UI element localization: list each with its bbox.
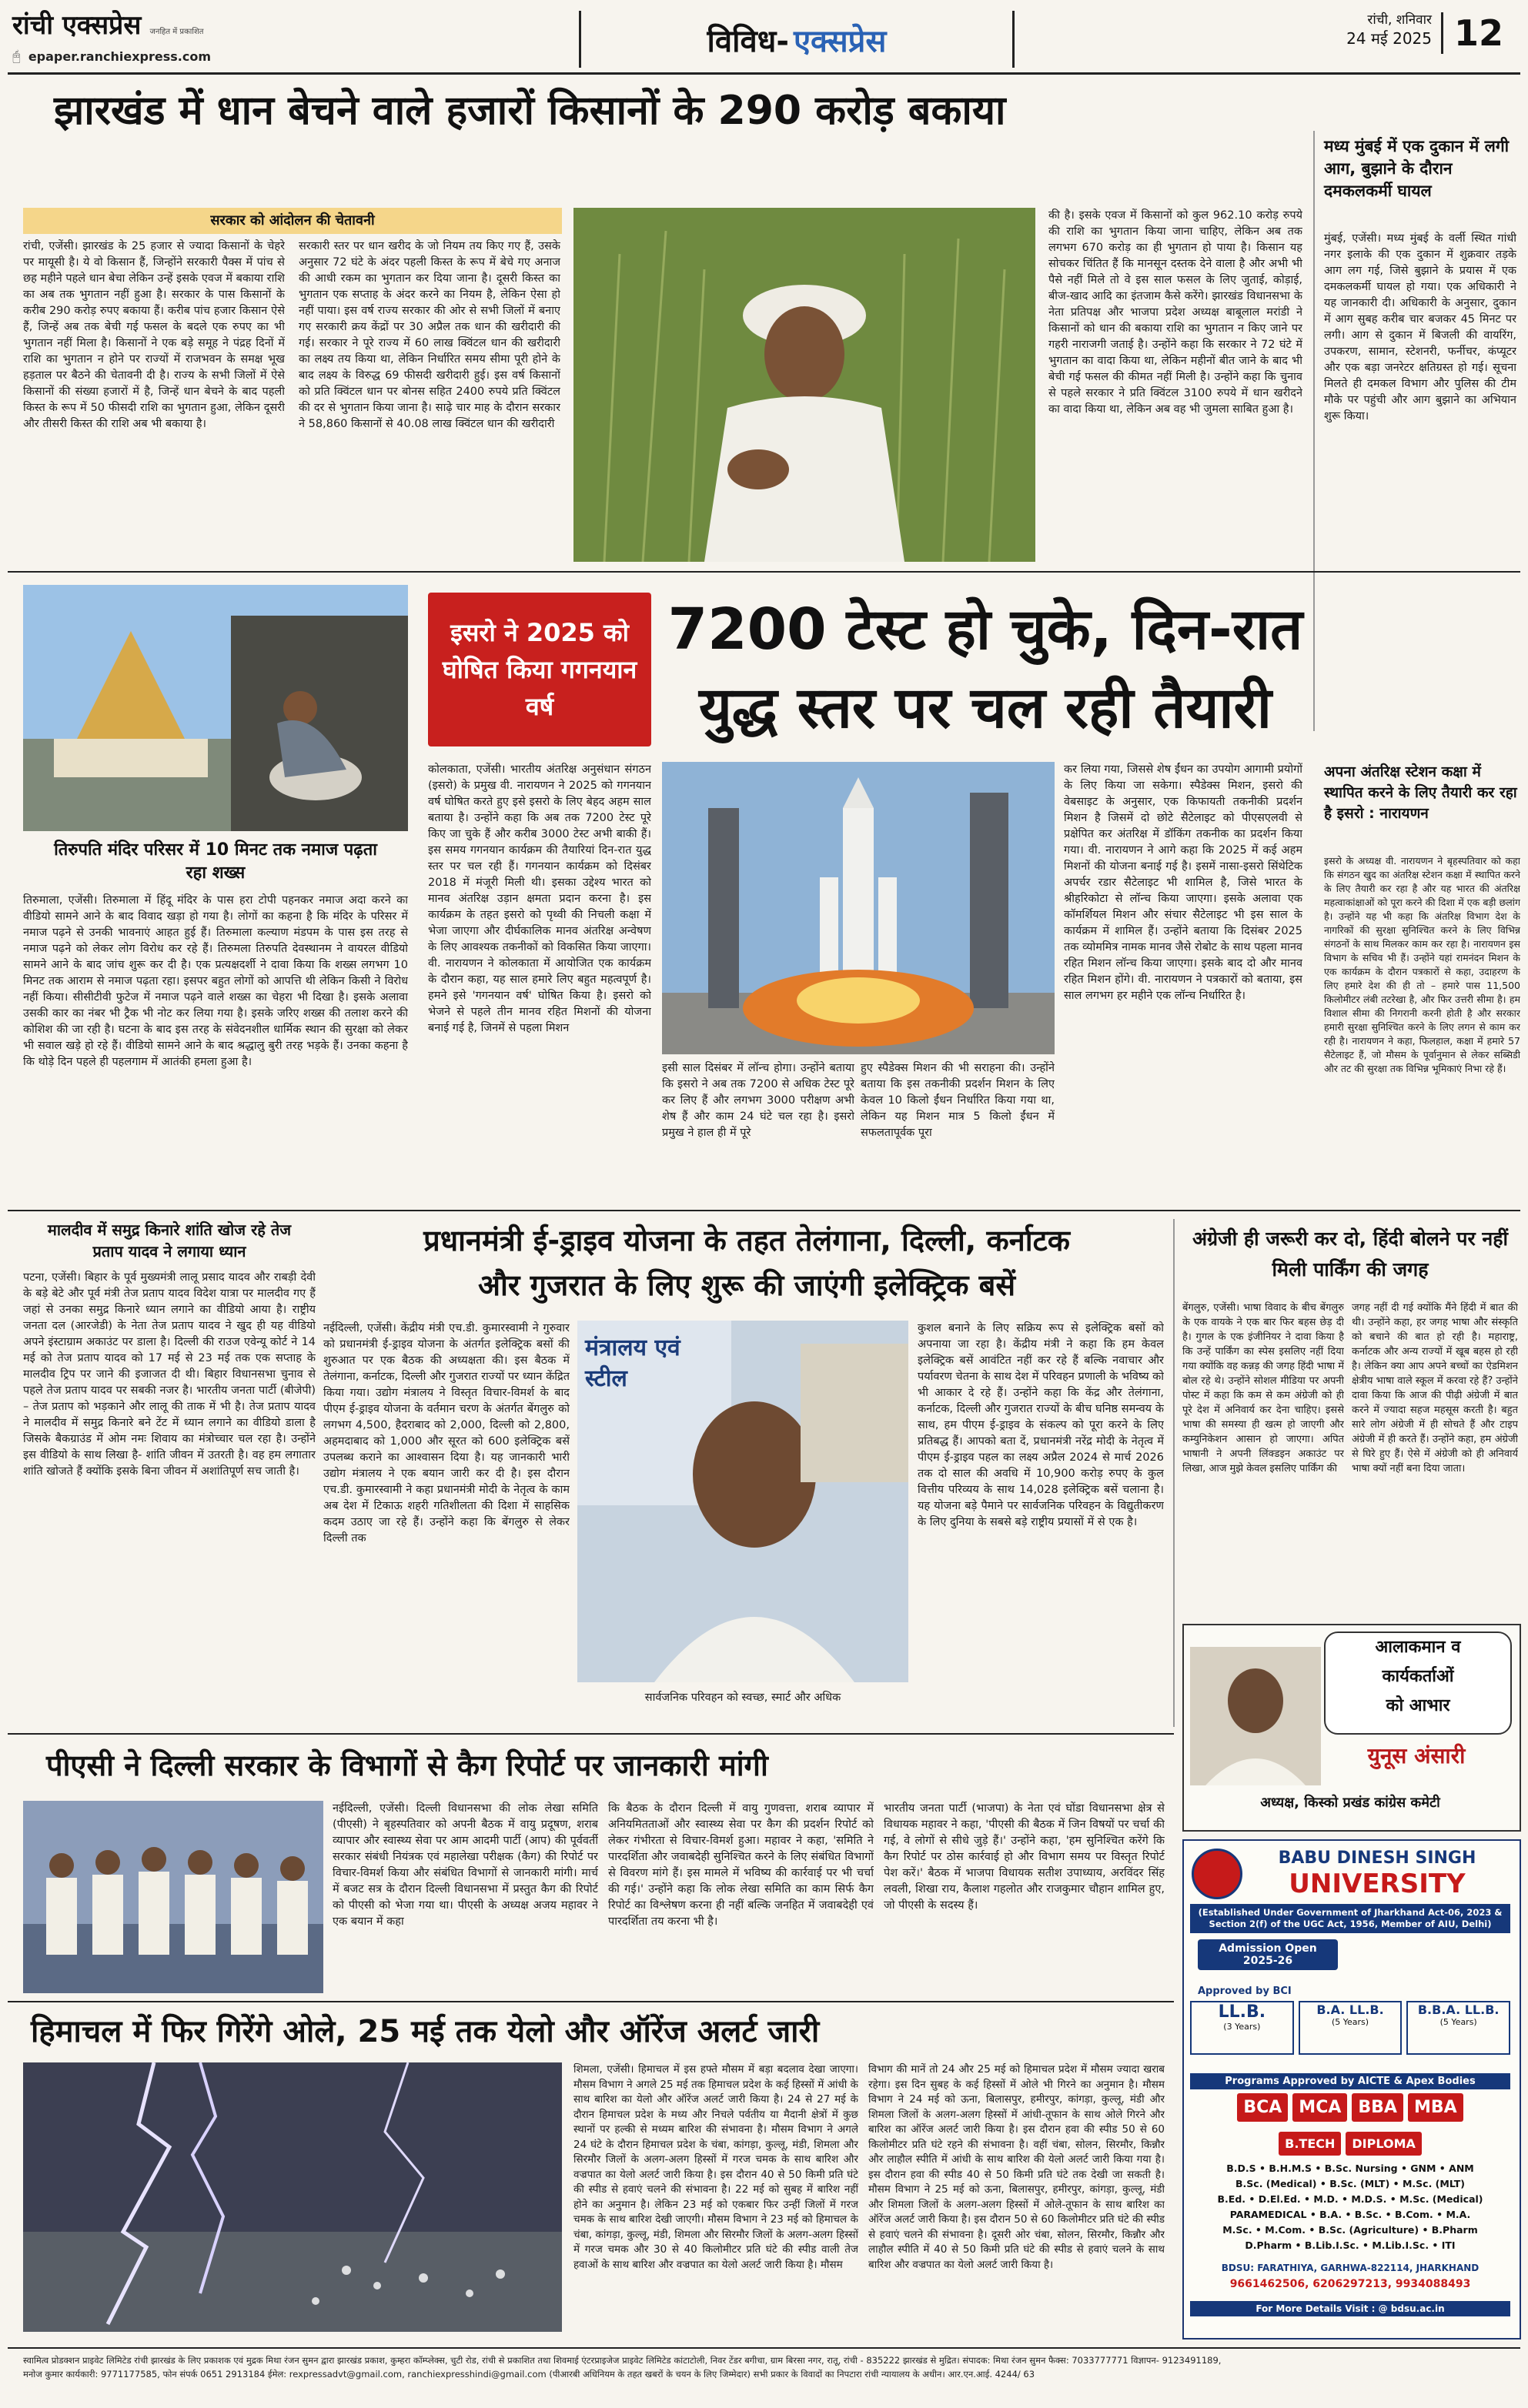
hindi-col-1: बेंगलुरु, एजेंसी। भाषा विवाद के बीच बेंगलुरु के एक वायके ने एक बार फिर बहस छेड़ दी है। गुगल के एक इंजीनियर ने दावा किया है कि उन्हें पार्किंग का स्पेस इसलिए नहीं दिया गया क्योंकि वह कन्नड़ की जगह हिंदी भाषा में बोल रहे थे। उन्होंने सोशल मीडिया पर अपनी पोस्ट में कहा कि कम से कम अंग्रेजी को ही पूरे देश में अनिवार्य कर देना चाहिए। इससे भाषा की समस्या ही खत्म हो जाएगी और कम्युनिकेशन आसान हो जाएगा। अपित भाषानी ने अपनी लिंक्डइन अकाउंट पर लिखा, आज मुझे केवल इसलिए पार्किंग की xyxy=(1182,1302,1344,1475)
tagline: जनहित में प्रकाशित xyxy=(149,28,204,36)
course-bballb-years: (5 Years) xyxy=(1439,2017,1477,2027)
university-address: BDSU: FARATHIYA, GARHWA-822114, JHARKHAND xyxy=(1221,2263,1480,2273)
rocket-photo xyxy=(662,762,1055,1054)
rocket-illustration xyxy=(662,762,1055,1054)
paddy-col-2: सरकारी स्तर पर धान खरीद के जो नियम तय किए गए हैं, उसके अनुसार 72 घंटे के अंदर पहली किस्त के रूप में बेचे गए अनाज की आधी रकम का भुगतान कर दिया जाना है। दूसरी किस्त का भुगतान एक सप्ताह के अंदर करने का नियम है, लेकिन ऐसा हो नहीं पाया। इस वर्ष राज्य सरकार की ओर से सभी जिलों में बनाए गए सरकारी क्रय केंद्रों पर 30 अप्रैल तक धान की खरीदारी की गई। सरकार ने पूरे राज्य में 60 लाख क्विंटल धान की खरीदारी का लक्ष्य तय किया था, लेकिन निर्धारित समय सीमा पूरी होने के बाद लक्ष्य के विरुद्ध 69 फीसदी खरीदारी हुई। इस वर्ष किसानों को प्रति क्विंटल धान पर बोनस सहित 2400 रुपये प्रति क्विंटल की दर से भुगतान किया जाना है। साढ़े चार माह के दौरान सरकार ने 58,860 किसानों से 40.08 लाख क्विंटल धान की खरीदारी xyxy=(299,240,560,430)
course-ballb-name: B.A. LL.B. xyxy=(1316,2002,1384,2017)
section-rule-4 xyxy=(8,2001,1174,2002)
paper-logo xyxy=(12,6,274,42)
leader-portrait xyxy=(1190,1647,1321,1785)
maldives-headline: मालदीव में समुद्र किनारे शांति खोज रहे तेज प्रताप यादव ने लगाया ध्यान xyxy=(47,1221,292,1261)
cag-headline: पीएसी ने दिल्ली सरकार के विभागों से कैग रिपोर्ट पर जानकारी मांगी xyxy=(46,1748,768,1782)
program-bba: BBA xyxy=(1352,2093,1403,2122)
city-day: रांची, शनिवार xyxy=(1367,12,1432,28)
tirupati-headline: तिरुपति मंदिर परिसर में 10 मिनट तक नमाज पढ़ता रहा शख्स xyxy=(54,840,377,883)
other-courses-1: B.D.S • B.H.M.S • B.Sc. Nursing • GNM • ANM xyxy=(1226,2163,1474,2174)
ebus-col-1: नईदिल्ली, एजेंसी। केंद्रीय मंत्री एच.डी. कुमारस्वामी ने गुरुवार को प्रधानमंत्री ई-ड्राइव योजना के अंतर्गत इलेक्ट्रिक बसों की शुरुआत पर एक बैठक की अध्यक्षता की। इस बैठक में तेलंगाना, कर्नाटक, दिल्ली और गुजरात राज्यों पर ध्यान केंद्रित किया गया। उद्योग मंत्रालय ने विस्तृत विचार-विमर्श के बाद पीएम ई-ड्राइव योजना के वर्तमान चरण के अंतर्गत बेंगलुरु को लगभग 4,500, हैदराबाद को 2,000, दिल्ली को 2,800, अहमदाबाद को 1,000 और सूरत को 600 इलेक्ट्रिक बसें उपलब्ध कराने का आश्वासन दिया है। यह जानकारी भारी उद्योग मंत्रालय ने एक बयान जारी कर दी है। इस दौरान एच.डी. कुमारस्वामी ने कहा प्रधानमंत्री मोदी के नेतृत्व के काम अब देश में टिकाऊ शहरी गतिशीलता की दिशा में साहसिक कदम उठाए जा रहे हैं। उन्होंने कहा कि बेंगलुरु से लेकर दिल्ली तक xyxy=(323,1322,570,1545)
other-courses-4: PARAMEDICAL • B.A. • B.Sc. • B.Com. • M.A. xyxy=(1229,2209,1471,2220)
university-phones: 9661462506, 6206297213, 9934088493 xyxy=(1229,2278,1471,2290)
weather-headline: हिमाचल में फिर गिरेंगे ओले, 25 मई तक येलो और ऑरेंज अलर्ट जारी xyxy=(31,2014,820,2049)
thanks-designation: अध्यक्ष, किस्को प्रखंड कांग्रेस कमेटी xyxy=(1260,1795,1440,1811)
paddy-col-1: रांची, एजेंसी। झारखंड के 25 हजार से ज्यादा किसानों के चेहरे पर मायूसी है। ये वो किसान हैं, जिन्होंने सरकारी पैक्स में पांच से छह महीने पहले धान बेचा लेकिन उन्हें इसके एवज में बकाया राशि का अब तक भुगतान नहीं हुआ है। सरकार के पास किसानों के करीब 290 करोड़ रुपए बकाया हैं। करीब पांच हजार किसान ऐसे हैं, जिन्हें अब तक बेची गई फसल के बदले एक रुपए का भी भुगतान नहीं मिला है। किसानों ने एक बड़े समूह ने पंद्रह दिनों में राशि का भुगतान न होने पर राज्यों में राजभवन के समक्ष भूख हड़ताल पर बैठने की चेतावनी दी है। राज्य के सभी जिलों में ऐसे किसानों की संख्या हजारों में है, जिन्हें धान बेचने के बाद पहली किस्त के रूप में 50 फीसदी राशि का भुगतान हुआ, लेकिन दूसरी और तीसरी किस्त की राशि अब भी बकाया है। xyxy=(23,240,285,430)
thanks-line-2: कार्यकर्ताओं xyxy=(1382,1667,1454,1686)
program-btech: B.TECH xyxy=(1279,2132,1341,2156)
photo-sign-text: मंत्रालय एवं स्टील xyxy=(585,1334,680,1392)
farmer-photo xyxy=(573,208,1035,562)
masthead-rule xyxy=(8,72,1520,75)
issue-date: 24 मई 2025 xyxy=(1346,29,1432,48)
ebus-caption: सार्वजनिक परिवहन को स्वच्छ, स्मार्ट और अधिक xyxy=(644,1692,841,1704)
epaper-url-row xyxy=(12,46,211,66)
right-col-divider xyxy=(1313,131,1315,731)
paddy-headline: झारखंड में धान बेचने वाले हजारों किसानों के 290 करोड़ बकाया xyxy=(54,88,1006,134)
isro-badge: इसरो ने 2025 को घोषित किया गगनयान वर्ष xyxy=(428,593,651,746)
isro-col-3: कर लिया गया, जिससे शेष ईंधन का उपयोग आगामी प्रयोगों के लिए किया जा सकेगा। स्पैडेक्स मिशन, इसरो की वेबसाइट के अनुसार, एक किफायती तकनीकी प्रदर्शन मिशन है जिसमें दो छोटे सैटेलाइट को पीएसएलवी से प्रक्षेपित कर अंतरिक्ष में डॉकिंग तकनीक का प्रदर्शन किया गया। वी. नारायणन ने आगे कहा कि 2025 में कई अहम मिशनों की योजना बनाई गई है। इसमें नासा-इसरो सिंथेटिक अपर्चर रडार सैटेलाइट भी शामिल है, जिसे भारत के श्रीहरिकोटा से लॉन्च किया जाएगा। इसके अलावा एक कॉमर्शियल मिशन और संचार सैटेलाइट भी इस साल के कार्यक्रम में शामिल हैं। उन्होंने बताया कि दिसंबर 2025 तक व्योममित्र नामक मानव जैसे रोबोट के साथ पहला मानव रहित मिशन लॉन्च किया जाएगा। इसके बाद दो और मानव रहित मिशन होंगे। वी. नारायणन ने पत्रकारों को बताया, इस साल लगभग हर महीने एक लॉन्च निर्धारित है। xyxy=(1064,763,1302,1002)
isro-headline-2: युद्ध स्तर पर चल रही तैयारी xyxy=(699,675,1272,741)
tech-row xyxy=(1190,2132,1510,2156)
ebus-headline-1: प्रधानमंत्री ई-ड्राइव योजना के तहत तेलंगाना, दिल्ली, कर्नाटक xyxy=(423,1224,1070,1257)
ebus-col-2: कुशल बनाने के लिए सक्रिय रूप से इलेक्ट्रिक बसों को अपनाया जा रहा है। केंद्रीय मंत्री ने कहा कि हम केवल इलेक्ट्रिक बसें आवंटित नहीं कर रहे हैं बल्कि नवाचार और पर्यावरण चेतना के साथ देश में परिवहन प्रणाली के भविष्य को भी आकार दे रहे हैं। उन्होंने कहा कि केंद्र और तेलंगाना, कर्नाटक, दिल्ली और गुजरात राज्यों के बीच घनिष्ठ समन्वय के साथ, हम पीएम ई-ड्राइव के संकल्प को पूरा करने के लिए प्रतिबद्ध हैं। आपको बता दें, प्रधानमंत्री नरेंद्र मोदी के नेतृत्व में पीएम ई-ड्राइव पहल का लक्ष्य अप्रैल 2024 से मार्च 2026 तक दो साल की अवधि में 10,900 करोड़ रुपए के कुल वित्तीय परिव्यय के साथ 14,028 इलेक्ट्रिक बसें चलाना है। यह योजना बड़े पैमाने पर सार्वजनिक परिवहन के विद्युतीकरण के लिए दुनिया के सबसे बड़े राष्ट्रीय प्रयासों में से एक है। xyxy=(918,1322,1164,1528)
dateline xyxy=(1301,11,1432,48)
thanks-ad-photo xyxy=(1190,1647,1321,1785)
footer-line-2: मनोज कुमार कार्यकारी: 9771177585, फोन संपर्क 0651 2913184 ईमेल: rexpressadvt@gmail.com, ranchiexpresshindi@gmail.com (पीआरबी अधिनियम के तहत खबरों के चयन के लिए जिम्मेदार) सभी प्रकार के विवादों का निपटारा रांची न्यायालय के अधीन। आर.एन.आई. 4244/ 63 xyxy=(23,2369,1035,2380)
course-ballb-years: (5 Years) xyxy=(1331,2017,1369,2027)
section-rule-1 xyxy=(8,571,1520,573)
other-courses-3: B.Ed. • D.El.Ed. • M.D. • M.D.S. • M.Sc. (Medical) xyxy=(1217,2193,1483,2205)
thanks-name: युनूस अंसारी xyxy=(1367,1743,1466,1768)
cag-col-2: कि बैठक के दौरान दिल्ली में वायु गुणवत्ता, शराब व्यापार में अनियमितताओं और स्वास्थ्य सेवा पर कैग की प्रदर्शन रिपोर्ट को लेकर गंभीरता से विचार-विमर्श हुआ। महावर ने कहा, 'समिति ने पारदर्शिता और जवाबदेही सुनिश्चित करने के लिए संबंधित विभागों से विवरण मांगे हैं। इस मामले में भविष्य की कार्रवाई पर भी चर्चा की गई।' उन्होंने कहा कि लोक लेखा समिति का काम सिर्फ कैग रिपोर्ट का विश्लेषण करना ही नहीं बल्कि जनहित में जवाबदेही एवं पारदर्शिता तय करना भी है। xyxy=(608,1802,874,1928)
ebus-headline-2: और गुजरात के लिए शुरू की जाएंगी इलेक्ट्रिक बसें xyxy=(477,1268,1016,1302)
temple-illustration xyxy=(23,585,408,831)
mumbai-fire-body: मुंबई, एजेंसी। मध्य मुंबई के वर्ली स्थित गांधी नगर इलाके की एक दुकान में शुक्रवार तड़के आग लग गई, जिसे बुझाने के प्रयास में एक दमकलकर्मी घायल हो गया। एक अधिकारी ने यह जानकारी दी। अधिकारी के अनुसार, दुकान में आग सुबह करीब चार बजकर 45 मिनट पर लगी। आग से दुकान में बिजली की वायरिंग, उपकरण, सामान, स्टेशनरी, फर्नीचर, कंप्यूटर और एक बड़ा जनरेटर क्षतिग्रस्त हो गई। सूचना मिलते ही दमकल विभाग और पुलिस की टीम मौके पर पहुंची और आग बुझाने का अभियान शुरू किया। xyxy=(1324,232,1516,422)
lightning-photo xyxy=(23,2062,562,2332)
pac-photo xyxy=(23,1801,323,1993)
mouse-icon: 🖰 xyxy=(12,48,21,65)
footer-imprint xyxy=(23,2353,1509,2381)
university-name-2: UNIVERSITY xyxy=(1289,1869,1466,1899)
program-diploma: DIPLOMA xyxy=(1346,2132,1422,2156)
other-courses-6: D.Pharm • B.Lib.I.Sc. • M.Lib.I.Sc. • ITI xyxy=(1245,2239,1456,2251)
other-courses-5: M.Sc. • M.Com. • B.Sc. (Agriculture) • B.Pharm xyxy=(1222,2224,1478,2236)
course-ballb xyxy=(1299,2001,1403,2055)
page-number: 12 xyxy=(1441,12,1528,54)
course-llb-years: (3 Years) xyxy=(1223,2022,1261,2032)
program-mba: MBA xyxy=(1408,2093,1463,2122)
other-courses-2: B.Sc. (Medical) • B.Sc. (MLT) • M.Sc. (MLT) xyxy=(1235,2178,1465,2189)
admission-open: Admission Open 2025-26 xyxy=(1198,1939,1338,1970)
university-more[interactable]: For More Details Visit : @ bdsu.ac.in xyxy=(1190,2301,1510,2316)
program-bca: BCA xyxy=(1237,2093,1288,2122)
weather-col-2: विभाग की मानें तो 24 और 25 मई को हिमाचल प्रदेश में मौसम ज्यादा खराब रहेगा। इस दिन सुबह के कई हिस्सों में ओले भी गिरने का अनुमान है। मौसम विभाग ने 24 मई को ऊना, बिलासपुर, हमीरपुर, कांगड़ा, कुल्लू, मंडी और शिमला जिलों के अलग-अलग हिस्सों में आंधी-तूफान के साथ ओले गिरने और बारिश का ऑरेंज अलर्ट जारी किया है। इस दौरान हवा की स्पीड 50 से 60 किलोमीटर प्रति घंटे रहने की संभावना है। वहीं चंबा, सोलन, सिरमौर, किन्नौर और लाहौल स्पीति में आंधी के साथ बारिश की येलो अलर्ट जारी किया गया है। इस दौरान हवा की स्पीड 40 से 50 किमी प्रति घंटे तक देखी जा सकती है। मौसम विभाग ने 25 मई को ऊना, बिलासपुर, हमीरपुर, कांगड़ा, कुल्लू, मंडी और शिमला जिलों के अलग-अलग हिस्सों में ओले-तूफान के साथ बारिश का ऑरेंज अलर्ट जारी किया है। इस दौरान 50 से 60 किलोमीटर प्रति घंटे की स्पीड से हवाएं चलने की संभावना है। दूसरी ओर चंबा, सोलन, सिरमौर, किन्नौर और लाहौल स्पीति में 40 से 50 किमी प्रति घंटे की स्पीड से हवाएं चलने के साथ बारिश और वज्रपात का येलो अलर्ट जारी किया है। xyxy=(868,2063,1165,2271)
bci-approved: Approved by BCI xyxy=(1198,1986,1292,1997)
section-title-2: एक्सप्रेस xyxy=(793,23,887,59)
farmer-illustration xyxy=(573,208,1035,562)
cag-col-1: नईदिल्ली, एजेंसी। दिल्ली विधानसभा की लोक लेखा समिति (पीएसी) ने बृहस्पतिवार को अपनी बैठक में वायु प्रदूषण, शराब व्यापार और स्वास्थ्य सेवा पर आम आदमी पार्टी (आप) की पूर्ववर्ती सरकार संबंधी नियंत्रक एवं महालेखा परीक्षक (कैग) की रिपोर्ट पर विचार-विमर्श किया और संबंधित विभागों से जानकारी मांगी। मार्च में बजट सत्र के दौरान दिल्ली विधानसभा में प्रस्तुत कैग की रिपोर्ट को पीएसी को भेजा गया था। पीएसी के अध्यक्ष अजय महावर ने एक बयान में कहा xyxy=(333,1802,598,1928)
program-mca: MCA xyxy=(1292,2093,1347,2122)
course-llb-name: LL.B. xyxy=(1218,2002,1266,2022)
maldives-body: पटना, एजेंसी। बिहार के पूर्व मुख्यमंत्री लालू प्रसाद यादव और राबड़ी देवी के बड़े बेटे और पूर्व मंत्री तेज प्रताप यादव विदेश यात्रा पर मालदीव गए हैं जहां से उनका समुद्र किनारे ध्यान लगाने का वीडियो आया है। राष्ट्रीय जनता दल (आरजेडी) के नेता तेज प्रताप यादव ने खुद ही यह वीडियो अपने इंस्टाग्राम अकाउंट पर डाला है। दिल्ली की राउज एवेन्यू कोर्ट ने 14 मई को तेज प्रताप यादव को 17 मई से 23 मई तक एक सप्ताह के मालदीव ट्रिप पर जाने की इजाजत दी थी। बिहार विधानसभा चुनाव से पहले तेज प्रताप यादव पर सबकी नजर है। भारतीय जनता पार्टी (बीजेपी) – तेज प्रताप को भड़काने और लालू की ताक में भी है। तेज प्रताप यादव ने मालदीव में समुद्र किनारे बने टेंट में ध्यान लगाने का वीडियो डाला है जिसके बैकग्राउंड में ओम नमः शिवाय का मंत्रोच्चार चल रहा है। उन्होंने इस वीडियो के साथ लिखा है- शांति जीवन में उतरती है। वह हम लगातार शांति खोजते हैं क्योंकि इसके बिना जीवन में अशांतिपूर्ण सच जाती है। xyxy=(23,1271,316,1478)
isro-col-1: कोलकाता, एजेंसी। भारतीय अंतरिक्ष अनुसंधान संगठन (इसरो) के प्रमुख वी. नारायणन ने 2025 को गगनयान वर्ष घोषित करते हुए इसे इसरो के लिए बेहद अहम साल बताया है। उन्होंने कहा कि अब तक 7200 टेस्ट पूरे किए जा चुके हैं और करीब 3000 टेस्ट अभी बाकी हैं। इस समय गगनयान कार्यक्रम की तैयारियां दिन-रात युद्ध स्तर पर चल रही हैं। गगनयान कार्यक्रम को दिसंबर 2018 में मंजूरी मिली थी। इसका उद्देश्य भारत को मानव अंतरिक्ष उड़ान क्षमता प्रदान करना है। इस कार्यक्रम के तहत इसरो को पृथ्वी की निचली कक्षा में भेजा जाएगा और दीर्घकालिक मानव अंतरिक्ष अन्वेषण के लिए आवश्यक तकनीकों को विकसित किया जाएगा। वी. नारायणन ने कोलकाता में आयोजित एक कार्यक्रम के दौरान कहा, यह साल हमारे लिए बहुत महत्वपूर्ण है। हमने इसे 'गगनयान वर्ष' घोषित किया है। इसरो को भेजने से पहले तीन मानव रहित मिशनों की योजना बनाई गई है, जिनमें से पहला मिशन xyxy=(428,763,651,1034)
hindi-col-2: जगह नहीं दी गई क्योंकि मैंने हिंदी में बात की थी। उन्होंने कहा, हर जगह भाषा और संस्कृति को बचाने की बात हो रही है। महाराष्ट्र, कर्नाटक और अन्य राज्यों में खूब बहस हो रही है। लेकिन क्या आप अपने बच्चों का ऐडमिशन क्षेत्रीय भाषा वाले स्कूल में करवा रहे हैं? उन्होंने दावा किया कि आज की पीढ़ी अंग्रेजी में बात करने में ज्यादा सहज महसूस करती है। बहुत सारे लोग अंग्रेजी में ही सोचते हैं और टाइप अंग्रेजी में ही करते हैं। उन्होंने कहा, हम अंग्रेजी से घिरे हुए हैं। ऐसे में अंग्रेजी को ही अनिवार्य भाषा क्यों नहीं बना दिया जाता। xyxy=(1352,1302,1518,1475)
mumbai-fire-headline: मध्य मुंबई में एक दुकान में लगी आग, बुझाने के दौरान दमकलकर्मी घायल xyxy=(1324,137,1510,200)
thanks-line-1: आलाकमान व xyxy=(1375,1638,1461,1657)
university-name-1: BABU DINESH SINGH xyxy=(1278,1849,1476,1868)
paddy-kicker: सरकार को आंदोलन की चेतावनी xyxy=(23,208,562,234)
space-station-body: इसरो के अध्यक्ष वी. नारायणन ने बृहस्पतिवार को कहा कि संगठन खुद का अंतरिक्ष स्टेशन कक्षा में स्थापित करने के लिए तैयारी कर रहा है और यह भारत की अंतरिक्ष महत्वाकांक्षाओं को पूरा करने की दिशा में एक बड़ी छलांग है। उन्होंने यह भी कहा कि अंतरिक्ष विभाग देश के नागरिकों की सुरक्षा सुनिश्चित करने के लिए विभिन्न संगठनों के साथ मिलकर काम कर रहा है। नारायणन इस विभाग के सचिव भी हैं। उन्होंने यहां रामनंदन मिशन के एक कार्यक्रम के दौरान पत्रकारों से कहा, उदाहरण के लिए हमारे देश की ही तो – हमारे पास 11,500 किलोमीटर लंबी तटरेखा है, और फिर उत्तरी सीमा है। हम विशाल सीमा की निगरानी करनी होती है और सरकार हमारी सुरक्षा सुनिश्चित करने के लिए लगन से काम कर रही है। नारायणन ने कहा, फिलहाल, कक्षा में हमारे 57 सैटेलाइट हैं, जो मौसम के पूर्वानुमान से लेकर सब्सिडी और तट की सुरक्षा तक विभिन्न भूमिकाएं निभा रहे हैं। xyxy=(1324,855,1520,1074)
cag-col-3: भारतीय जनता पार्टी (भाजपा) के नेता एवं घोंडा विधानसभा क्षेत्र से विधायक महावर ने कहा, 'पीएसी की बैठक में जिन विषयों पर चर्चा की गई, वे लोगों से सीधे जुड़े हैं।' उन्होंने कहा, 'हम सुनिश्चित करेंगे कि कैग रिपोर्ट पर ठोस कार्रवाई हो और विभाग समय पर विस्तृत रिपोर्ट पेश करें।' बैठक में भाजपा विधायक सतीश उपाध्याय, अरविंदर सिंह लवली, शिखा राय, कैलाश गहलोत और राजकुमार चौहान शामिल हुए, जो पीएसी के सदस्य हैं। xyxy=(884,1802,1165,1912)
hindi-headline: अंग्रेजी ही जरूरी कर दो, हिंदी बोलने पर नहीं मिली पार्किंग की जगह xyxy=(1192,1227,1509,1281)
paddy-col-3: की है। इसके एवज में किसानों को कुल 962.10 करोड़ रुपये की राशि का भुगतान किया जाना चाहिए, लेकिन अब तक लगभग 670 करोड़ का ही भुगतान हो पाया है। किसान यह सोचकर चिंतित हैं कि मानसून दस्तक देने वाला है और अभी भी पैसे नहीं मिले तो वे इस साल फसल के लिए जुताई, कोड़ाई, बीज-खाद आदि का इंतजाम कैसे करेंगे। झारखंड विधानसभा के नेता प्रतिपक्ष और भाजपा प्रदेश अध्यक्ष बाबूलाल मरांडी ने किसानों को धान की बकाया राशि का भुगतान न किए जाने पर गहरी नाराजगी जताई है। उन्होंने कहा कि सरकार ने 72 घंटे में भुगतान का वादा किया था, लेकिन महीनों बीत जाने के बाद भी बेची गई फसल की कीमत नहीं मिली है। उन्होंने कहा कि चुनाव से पहले सरकार ने प्रति क्विंटल 3100 रुपये में धान खरीदने का वादा किया था, लेकिन अब वह भी जुमला साबित हुआ है। xyxy=(1048,209,1302,416)
section-rule-2 xyxy=(8,1210,1520,1211)
section-rule-3 xyxy=(8,1733,1174,1735)
course-bballb-name: B.B.A. LL.B. xyxy=(1417,2002,1500,2017)
thanks-ad-bubble xyxy=(1324,1631,1512,1735)
weather-col-1: शिमला, एजेंसी। हिमाचल में इस हफ्ते मौसम में बड़ा बदलाव देखा जाएगा। मौसम विभाग ने अगले 25 मई तक हिमाचल प्रदेश के कई हिस्सों में आंधी के साथ बारिश का येलो और ऑरेंज अलर्ट जारी किया है। 24 से 27 मई के दौरान हिमाचल प्रदेश के मध्य और निचले पर्वतीय या मैदानी क्षेत्रों में कुछ स्थानों पर हल्की से मध्यम बारिश की संभावना है। मौसम विभाग ने अगले 24 घंटे के दौरान हिमाचल प्रदेश के चंबा, कांगड़ा, कुल्लू, मंडी, शिमला और सिरमौर जिलों के अलग-अलग हिस्सों में गरज चमक के साथ बारिश और वज्रपात का येलो अलर्ट जारी किया है। इस दौरान 40 से 50 किमी प्रति घंटे की स्पीड से हवाएं चलने की संभावना है। 22 मई को सुबह में बारिश नहीं होने का अनुमान है। लेकिन 23 मई को एकबार फिर उन्हीं जिलों में गरज चमक के साथ बारिश देखी जाएगी। मौसम विभाग ने 23 मई को हिमाचल के चंबा, कांगड़ा, कुल्लू, मंडी, शिमला और सिरमौर जिलों के अलग-अलग हिस्सों में गरज चमक और 30 से 40 किलोमीटर प्रति घंटे की स्पीड वाली तेज हवाओं के साथ बारिश और वज्रपात का येलो अलर्ट जारी किया है। मौसम xyxy=(573,2063,858,2271)
meeting-illustration xyxy=(23,1801,323,1993)
aicte-banner: Programs Approved by AICTE & Apex Bodies xyxy=(1190,2073,1510,2089)
isro-col-2b: हुए स्पैडेक्स मिशन की भी सराहना की। उन्होंने बताया कि इस तकनीकी प्रदर्शन मिशन के लिए केवल 10 किलो ईंधन निर्धारित किया गया था, लेकिन यह मिशन मात्र 5 किलो ईंधन में सफलतापूर्वक पूरा xyxy=(861,1062,1055,1139)
section-title-1: विविध- xyxy=(707,23,789,59)
lightning-illustration xyxy=(23,2062,562,2332)
isro-col-2: इसी साल दिसंबर में लॉन्च होगा। उन्होंने बताया कि इसरो ने अब तक 7200 से अधिक टेस्ट पूरे कर लिए हैं और लगभग 3000 परीक्षण अभी शेष हैं और काम 24 घंटे चल रहा है। इसरो प्रमुख ने हाल ही में पूरे xyxy=(662,1062,854,1139)
university-established: (Established Under Government of Jharkhand Act-06, 2023 & Section 2(f) of the UGC Act, 1956, Member of AIU, Delhi) xyxy=(1190,1904,1510,1933)
course-bballb xyxy=(1406,2001,1510,2055)
paper-name: रांची एक्सप्रेस xyxy=(12,10,142,41)
other-courses xyxy=(1190,2161,1510,2253)
isro-headline-1: 7200 टेस्ट हो चुके, दिन-रात xyxy=(667,596,1303,663)
right-col-divider-2 xyxy=(1173,1219,1175,1727)
university-logo-icon xyxy=(1192,1849,1242,1899)
space-station-headline: अपना अंतरिक्ष स्टेशन कक्षा में स्थापित करने के लिए तैयारी कर रहा है इसरो : नारायणन xyxy=(1324,763,1517,822)
course-llb xyxy=(1190,2001,1294,2055)
program-row xyxy=(1190,2093,1510,2122)
thanks-line-3: को आभार xyxy=(1386,1696,1450,1715)
minister-photo xyxy=(577,1321,908,1682)
section-title-box xyxy=(579,11,1015,68)
footer-rule xyxy=(8,2347,1520,2349)
footer-line-1: स्वामित्व प्रोडक्शन प्राइवेट लिमिटेड रांची झारखंड के लिए प्रकाशक एवं मुद्रक मिथा रंजन सुमन द्वारा झारखंड प्रकाश, कुम्हरा कॉम्प्लेक्स, चुटी रोड, रांची से प्रकाशित तथा शिवमाई एंटरप्राइजेज प्राइवेट लिमिटेड कांटाटोली, निवर टेंडर बगीचा, ग्राम बिरसा नगर, रातू, रांची - 835222 झारखंड से मुद्रित। संपादक: मिथा रंजन सुमन फैक्स: 7033777771 विज्ञापन- 9123491189, xyxy=(23,2355,1222,2366)
epaper-url[interactable]: epaper.ranchiexpress.com xyxy=(28,48,211,64)
tirupati-body: तिरुमाला, एजेंसी। तिरुमाला में हिंदू मंदिर के पास हरा टोपी पहनकर नमाज अदा करने का वीडियो सामने आने के बाद विवाद खड़ा हो गया है। लोगों का कहना है कि मंदिर के परिसर में नमाज पढ़ने से उनकी भावनाएं आहत हुई हैं। तिरुमाला कल्याण मंडपम के पास इस तरह से नमाज पढ़ने को लेकर लोग विरोध कर रहे हैं। तिरुमला तिरुपति देवस्थानम ने वायरल वीडियो सामने आने के बाद जांच शुरू कर दी है। एक प्रत्यक्षदर्शी ने दावा किया कि शख्स लगभग 10 मिनट तक आराम से नमाज पढ़ता रहा। इसपर बहुत लोगों को आपत्ति थी लेकिन किसी ने विरोध नहीं किया। सीसीटीवी फुटेज में नमाज पढ़ने वाले शख्स का चेहरा भी दिखा है। इसके अलावा उसकी कार का नंबर भी ट्रैक भी नोट कर लिया गया है। इसके जरिए शख्स की तलाश करने की कोशिश की जा रही है। घटना के बाद इस तरह के संवेदनशील धार्मिक स्थान की सुरक्षा को लेकर भी सवाल खड़े हो रहे हैं। वीडियो सामने आने के बाद श्रद्धालु बुरी तरह भड़के हैं। उनका कहना है कि थोड़े दिन पहले ही पहलगाम में आतंकी हमला हुआ है। xyxy=(23,894,408,1068)
tirupati-photo xyxy=(23,585,408,831)
law-courses xyxy=(1190,2001,1510,2055)
